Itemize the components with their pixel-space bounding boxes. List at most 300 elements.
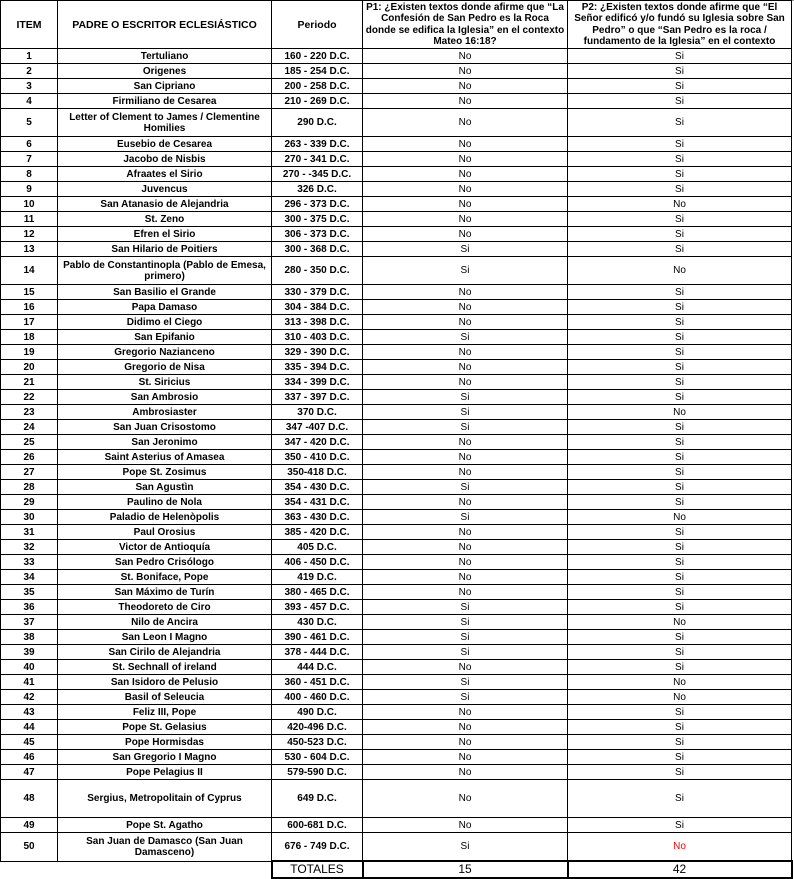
- row-p1-answer: No: [363, 735, 568, 750]
- row-period: 405 D.C.: [272, 540, 363, 555]
- row-p2-answer: No: [568, 257, 792, 285]
- header-p2: P2: ¿Existen textos donde afirme que “El Señor edificó y/o fundó su Iglesia sobre San Pedro” o que “San Pedro es la roca / fundamento de la Iglesia” en el contexto: [568, 1, 792, 49]
- table-row: [1, 750, 792, 765]
- row-p1-answer: Si: [363, 645, 568, 660]
- row-period: 430 D.C.: [272, 615, 363, 630]
- row-father-name: San Atanasio de Alejandria: [58, 197, 272, 212]
- row-p2-answer: Si: [568, 818, 792, 833]
- table-row: [1, 167, 792, 182]
- row-item-number: 7: [1, 152, 58, 167]
- row-p1-answer: Si: [363, 510, 568, 525]
- row-period: 313 - 398 D.C.: [272, 315, 363, 330]
- row-period: 420-496 D.C.: [272, 720, 363, 735]
- row-father-name: San Leon I Magno: [58, 630, 272, 645]
- row-p2-answer: No: [568, 510, 792, 525]
- row-p1-answer: Si: [363, 330, 568, 345]
- table-row: [1, 79, 792, 94]
- table-row: [1, 109, 792, 137]
- header-item: ITEM: [1, 1, 58, 49]
- row-item-number: 45: [1, 735, 58, 750]
- row-father-name: San Gregorio I Magno: [58, 750, 272, 765]
- row-period: 406 - 450 D.C.: [272, 555, 363, 570]
- row-item-number: 12: [1, 227, 58, 242]
- row-father-name: Tertuliano: [58, 49, 272, 64]
- row-item-number: 24: [1, 420, 58, 435]
- row-father-name: Pablo de Constantinopla (Pablo de Emesa, primero): [58, 257, 272, 285]
- row-p1-answer: No: [363, 285, 568, 300]
- row-father-name: Juvencus: [58, 182, 272, 197]
- totals-row: [1, 861, 792, 878]
- row-item-number: 39: [1, 645, 58, 660]
- row-p2-answer: Si: [568, 645, 792, 660]
- row-period: 329 - 390 D.C.: [272, 345, 363, 360]
- table-row: [1, 227, 792, 242]
- row-p1-answer: No: [363, 465, 568, 480]
- table-row: [1, 360, 792, 375]
- row-item-number: 13: [1, 242, 58, 257]
- row-father-name: St. Sechnall of ireland: [58, 660, 272, 675]
- row-father-name: San Jeronimo: [58, 435, 272, 450]
- row-period: 185 - 254 D.C.: [272, 64, 363, 79]
- row-p2-answer: No: [568, 690, 792, 705]
- row-father-name: San Cipriano: [58, 79, 272, 94]
- row-father-name: Afraates el Sirio: [58, 167, 272, 182]
- row-p1-answer: Si: [363, 390, 568, 405]
- row-period: 378 - 444 D.C.: [272, 645, 363, 660]
- row-item-number: 47: [1, 765, 58, 780]
- row-item-number: 27: [1, 465, 58, 480]
- row-father-name: Gregorio de Nisa: [58, 360, 272, 375]
- row-period: 450-523 D.C.: [272, 735, 363, 750]
- row-p1-answer: No: [363, 435, 568, 450]
- row-item-number: 50: [1, 833, 58, 862]
- row-item-number: 21: [1, 375, 58, 390]
- row-father-name: San Isidoro de Pelusio: [58, 675, 272, 690]
- row-period: 360 - 451 D.C.: [272, 675, 363, 690]
- row-p2-answer: Si: [568, 495, 792, 510]
- row-period: 304 - 384 D.C.: [272, 300, 363, 315]
- row-p1-answer: No: [363, 375, 568, 390]
- row-period: 200 - 258 D.C.: [272, 79, 363, 94]
- row-p2-answer: Si: [568, 660, 792, 675]
- table-row: [1, 690, 792, 705]
- row-item-number: 23: [1, 405, 58, 420]
- row-p2-answer: Si: [568, 570, 792, 585]
- row-p1-answer: No: [363, 765, 568, 780]
- row-item-number: 11: [1, 212, 58, 227]
- table-row: [1, 645, 792, 660]
- row-p2-answer: Si: [568, 435, 792, 450]
- row-father-name: San Agustìn: [58, 480, 272, 495]
- row-item-number: 30: [1, 510, 58, 525]
- row-father-name: Basil of Seleucia: [58, 690, 272, 705]
- row-p1-answer: No: [363, 585, 568, 600]
- table-row: [1, 49, 792, 64]
- row-father-name: Sergius, Metropolitain of Cyprus: [58, 780, 272, 818]
- row-p1-answer: Si: [363, 257, 568, 285]
- row-father-name: Papa Damaso: [58, 300, 272, 315]
- table-row: [1, 818, 792, 833]
- row-p1-answer: No: [363, 660, 568, 675]
- row-p2-answer: Si: [568, 227, 792, 242]
- row-item-number: 6: [1, 137, 58, 152]
- row-p1-answer: No: [363, 300, 568, 315]
- row-p1-answer: No: [363, 197, 568, 212]
- row-father-name: San Hilario de Poitiers: [58, 242, 272, 257]
- row-period: 337 - 397 D.C.: [272, 390, 363, 405]
- row-p2-answer: No: [568, 615, 792, 630]
- table-row: [1, 525, 792, 540]
- table-row: [1, 182, 792, 197]
- row-item-number: 15: [1, 285, 58, 300]
- row-item-number: 29: [1, 495, 58, 510]
- row-item-number: 38: [1, 630, 58, 645]
- table-row: [1, 137, 792, 152]
- row-period: 380 - 465 D.C.: [272, 585, 363, 600]
- row-period: 335 - 394 D.C.: [272, 360, 363, 375]
- row-father-name: San Juan Crisostomo: [58, 420, 272, 435]
- row-item-number: 3: [1, 79, 58, 94]
- row-item-number: 28: [1, 480, 58, 495]
- row-item-number: 34: [1, 570, 58, 585]
- row-period: 306 - 373 D.C.: [272, 227, 363, 242]
- table-row: [1, 435, 792, 450]
- row-item-number: 48: [1, 780, 58, 818]
- row-p2-answer: Si: [568, 540, 792, 555]
- row-p1-answer: No: [363, 705, 568, 720]
- row-p1-answer: No: [363, 540, 568, 555]
- row-item-number: 44: [1, 720, 58, 735]
- row-father-name: Eusebio de Cesarea: [58, 137, 272, 152]
- table-row: [1, 152, 792, 167]
- row-father-name: San Cirilo de Alejandria: [58, 645, 272, 660]
- row-father-name: Paul Orosius: [58, 525, 272, 540]
- row-p2-answer: Si: [568, 94, 792, 109]
- row-father-name: Paladio de Helenòpolis: [58, 510, 272, 525]
- row-period: 310 - 403 D.C.: [272, 330, 363, 345]
- table-row: [1, 570, 792, 585]
- row-item-number: 19: [1, 345, 58, 360]
- table-row: [1, 345, 792, 360]
- row-item-number: 5: [1, 109, 58, 137]
- row-father-name: San Epifanio: [58, 330, 272, 345]
- row-father-name: Efren el Sirio: [58, 227, 272, 242]
- row-period: 390 - 461 D.C.: [272, 630, 363, 645]
- row-p2-answer: Si: [568, 735, 792, 750]
- row-period: 350 - 410 D.C.: [272, 450, 363, 465]
- table-row: [1, 833, 792, 862]
- row-p1-answer: No: [363, 79, 568, 94]
- row-p2-answer: Si: [568, 630, 792, 645]
- table-row: [1, 615, 792, 630]
- row-father-name: Victor de Antioquía: [58, 540, 272, 555]
- row-p2-answer: Si: [568, 79, 792, 94]
- row-father-name: Pope St. Agatho: [58, 818, 272, 833]
- table-row: [1, 735, 792, 750]
- table-row: [1, 780, 792, 818]
- row-item-number: 43: [1, 705, 58, 720]
- row-father-name: San Ambrosio: [58, 390, 272, 405]
- totals-p2: 42: [568, 861, 792, 878]
- row-father-name: Letter of Clement to James / Clementine Homilies: [58, 109, 272, 137]
- table-row: [1, 585, 792, 600]
- row-p2-answer: Si: [568, 480, 792, 495]
- row-p2-answer: Si: [568, 300, 792, 315]
- row-period: 530 - 604 D.C.: [272, 750, 363, 765]
- row-p1-answer: No: [363, 315, 568, 330]
- row-item-number: 35: [1, 585, 58, 600]
- row-p1-answer: Si: [363, 242, 568, 257]
- row-item-number: 18: [1, 330, 58, 345]
- row-p1-answer: No: [363, 137, 568, 152]
- row-father-name: St. Boniface, Pope: [58, 570, 272, 585]
- row-period: 393 - 457 D.C.: [272, 600, 363, 615]
- row-p2-answer: Si: [568, 375, 792, 390]
- totals-spacer: [1, 861, 272, 878]
- row-p2-answer: Si: [568, 345, 792, 360]
- row-period: 600-681 D.C.: [272, 818, 363, 833]
- table-row: [1, 510, 792, 525]
- row-item-number: 4: [1, 94, 58, 109]
- row-p2-answer: No: [568, 833, 792, 862]
- row-p2-answer: Si: [568, 315, 792, 330]
- row-p2-answer: Si: [568, 152, 792, 167]
- row-p1-answer: No: [363, 94, 568, 109]
- row-p2-answer: Si: [568, 600, 792, 615]
- row-father-name: Ambrosiaster: [58, 405, 272, 420]
- row-item-number: 49: [1, 818, 58, 833]
- row-period: 363 - 430 D.C.: [272, 510, 363, 525]
- row-p1-answer: Si: [363, 600, 568, 615]
- row-p2-answer: Si: [568, 750, 792, 765]
- table-row: [1, 94, 792, 109]
- row-period: 326 D.C.: [272, 182, 363, 197]
- header-father: PADRE O ESCRITOR ECLESIÁSTICO: [58, 1, 272, 49]
- row-period: 676 - 749 D.C.: [272, 833, 363, 862]
- row-father-name: San Basilio el Grande: [58, 285, 272, 300]
- row-item-number: 14: [1, 257, 58, 285]
- row-period: 347 - 420 D.C.: [272, 435, 363, 450]
- row-p2-answer: Si: [568, 182, 792, 197]
- totals-p1: 15: [363, 861, 568, 878]
- row-item-number: 1: [1, 49, 58, 64]
- row-p1-answer: No: [363, 49, 568, 64]
- row-p1-answer: No: [363, 212, 568, 227]
- row-period: 270 - -345 D.C.: [272, 167, 363, 182]
- row-father-name: Firmiliano de Cesarea: [58, 94, 272, 109]
- table-row: [1, 705, 792, 720]
- row-p2-answer: Si: [568, 765, 792, 780]
- row-item-number: 8: [1, 167, 58, 182]
- row-period: 210 - 269 D.C.: [272, 94, 363, 109]
- row-p2-answer: Si: [568, 780, 792, 818]
- row-item-number: 9: [1, 182, 58, 197]
- row-p2-answer: Si: [568, 109, 792, 137]
- table-row: [1, 315, 792, 330]
- row-p1-answer: Si: [363, 420, 568, 435]
- table-row: [1, 375, 792, 390]
- table-row: [1, 480, 792, 495]
- row-p1-answer: No: [363, 360, 568, 375]
- row-p2-answer: Si: [568, 64, 792, 79]
- row-period: 290 D.C.: [272, 109, 363, 137]
- row-item-number: 37: [1, 615, 58, 630]
- row-p1-answer: No: [363, 495, 568, 510]
- row-item-number: 46: [1, 750, 58, 765]
- row-father-name: San Máximo de Turín: [58, 585, 272, 600]
- row-p2-answer: Si: [568, 525, 792, 540]
- table-row: [1, 390, 792, 405]
- table-row: [1, 64, 792, 79]
- row-p2-answer: Si: [568, 585, 792, 600]
- row-father-name: Paulino de Nola: [58, 495, 272, 510]
- row-p2-answer: Si: [568, 390, 792, 405]
- row-p1-answer: No: [363, 64, 568, 79]
- row-father-name: San Pedro Crisólogo: [58, 555, 272, 570]
- row-item-number: 42: [1, 690, 58, 705]
- row-item-number: 17: [1, 315, 58, 330]
- table-row: [1, 660, 792, 675]
- header-period: Periodo: [272, 1, 363, 49]
- row-p2-answer: Si: [568, 420, 792, 435]
- row-father-name: Feliz III, Pope: [58, 705, 272, 720]
- totals-label: TOTALES: [272, 861, 363, 878]
- row-p2-answer: Si: [568, 705, 792, 720]
- row-father-name: St. Siricius: [58, 375, 272, 390]
- table-row: [1, 600, 792, 615]
- row-p2-answer: Si: [568, 49, 792, 64]
- row-p2-answer: Si: [568, 167, 792, 182]
- row-period: 649 D.C.: [272, 780, 363, 818]
- row-p2-answer: Si: [568, 212, 792, 227]
- row-father-name: Theodoreto de Ciro: [58, 600, 272, 615]
- row-p2-answer: Si: [568, 137, 792, 152]
- row-p2-answer: No: [568, 675, 792, 690]
- row-p1-answer: No: [363, 570, 568, 585]
- row-item-number: 22: [1, 390, 58, 405]
- row-item-number: 25: [1, 435, 58, 450]
- row-item-number: 20: [1, 360, 58, 375]
- row-p1-answer: No: [363, 167, 568, 182]
- row-item-number: 33: [1, 555, 58, 570]
- row-father-name: Pope Pelagius II: [58, 765, 272, 780]
- row-p1-answer: Si: [363, 630, 568, 645]
- table-row: [1, 720, 792, 735]
- row-p2-answer: Si: [568, 555, 792, 570]
- row-p2-answer: Si: [568, 720, 792, 735]
- row-period: 160 - 220 D.C.: [272, 49, 363, 64]
- row-item-number: 2: [1, 64, 58, 79]
- table-row: [1, 540, 792, 555]
- row-father-name: Nilo de Ancira: [58, 615, 272, 630]
- row-father-name: Gregorio Nazianceno: [58, 345, 272, 360]
- row-father-name: Origenes: [58, 64, 272, 79]
- row-p1-answer: No: [363, 109, 568, 137]
- row-item-number: 32: [1, 540, 58, 555]
- row-p1-answer: Si: [363, 833, 568, 862]
- row-period: 354 - 431 D.C.: [272, 495, 363, 510]
- row-item-number: 10: [1, 197, 58, 212]
- row-period: 370 D.C.: [272, 405, 363, 420]
- table-row: [1, 675, 792, 690]
- row-p1-answer: Si: [363, 615, 568, 630]
- row-father-name: San Juan de Damasco (San Juan Damasceno): [58, 833, 272, 862]
- row-father-name: Pope St. Gelasius: [58, 720, 272, 735]
- row-father-name: Pope Hormisdas: [58, 735, 272, 750]
- table-row: [1, 450, 792, 465]
- row-period: 400 - 460 D.C.: [272, 690, 363, 705]
- row-period: 419 D.C.: [272, 570, 363, 585]
- row-father-name: Saint Asterius of Amasea: [58, 450, 272, 465]
- row-item-number: 31: [1, 525, 58, 540]
- row-p1-answer: No: [363, 525, 568, 540]
- row-p2-answer: Si: [568, 285, 792, 300]
- row-p1-answer: No: [363, 555, 568, 570]
- row-p2-answer: Si: [568, 330, 792, 345]
- row-period: 579-590 D.C.: [272, 765, 363, 780]
- table-row: [1, 300, 792, 315]
- table-row: [1, 212, 792, 227]
- table-row: [1, 257, 792, 285]
- row-item-number: 41: [1, 675, 58, 690]
- row-period: 354 - 430 D.C.: [272, 480, 363, 495]
- row-item-number: 26: [1, 450, 58, 465]
- row-father-name: St. Zeno: [58, 212, 272, 227]
- row-period: 490 D.C.: [272, 705, 363, 720]
- row-item-number: 36: [1, 600, 58, 615]
- table-row: [1, 405, 792, 420]
- row-father-name: Pope St. Zosimus: [58, 465, 272, 480]
- row-p1-answer: Si: [363, 690, 568, 705]
- row-p1-answer: No: [363, 780, 568, 818]
- row-item-number: 16: [1, 300, 58, 315]
- row-period: 385 - 420 D.C.: [272, 525, 363, 540]
- row-father-name: Didimo el Ciego: [58, 315, 272, 330]
- row-p2-answer: Si: [568, 242, 792, 257]
- row-period: 270 - 341 D.C.: [272, 152, 363, 167]
- row-period: 300 - 368 D.C.: [272, 242, 363, 257]
- row-period: 263 - 339 D.C.: [272, 137, 363, 152]
- row-p1-answer: Si: [363, 480, 568, 495]
- row-p1-answer: No: [363, 152, 568, 167]
- row-p2-answer: No: [568, 405, 792, 420]
- row-p1-answer: No: [363, 345, 568, 360]
- row-p1-answer: No: [363, 450, 568, 465]
- table-body: [1, 49, 792, 879]
- row-p1-answer: No: [363, 720, 568, 735]
- table-row: [1, 630, 792, 645]
- table-row: [1, 495, 792, 510]
- row-period: 444 D.C.: [272, 660, 363, 675]
- table-row: [1, 765, 792, 780]
- row-father-name: Jacobo de Nisbis: [58, 152, 272, 167]
- header-p1: P1: ¿Existen textos donde afirme que “La Confesión de San Pedro es la Roca donde se edifica la Iglesia” en el contexto Mateo 16:18?: [363, 1, 568, 49]
- row-p1-answer: No: [363, 227, 568, 242]
- row-period: 347 -407 D.C.: [272, 420, 363, 435]
- row-p1-answer: No: [363, 182, 568, 197]
- row-period: 296 - 373 D.C.: [272, 197, 363, 212]
- row-p2-answer: Si: [568, 465, 792, 480]
- table-row: [1, 242, 792, 257]
- row-period: 300 - 375 D.C.: [272, 212, 363, 227]
- table-row: [1, 330, 792, 345]
- row-p2-answer: Si: [568, 360, 792, 375]
- table-row: [1, 465, 792, 480]
- row-p2-answer: Si: [568, 450, 792, 465]
- table-header-row: [1, 1, 792, 49]
- table-row: [1, 555, 792, 570]
- table-row: [1, 285, 792, 300]
